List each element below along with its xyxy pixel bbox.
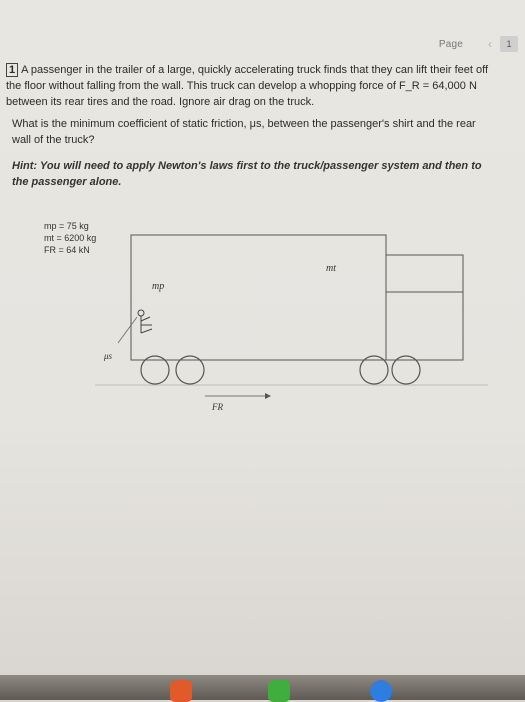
- passenger-mass-label: mp: [152, 281, 165, 292]
- force-label: FR: [212, 402, 223, 412]
- trailer-box: [131, 235, 386, 360]
- page-header: [0, 34, 525, 56]
- question-block: [6, 62, 492, 190]
- given-force: FR = 64 kN: [44, 245, 90, 255]
- truck-mass-label: mt: [326, 263, 336, 274]
- dock-icon-b[interactable]: [268, 680, 290, 702]
- page-label: Page: [438, 39, 463, 50]
- friction-label: μs: [104, 351, 113, 361]
- question-body: A passenger in the trailer of a large, quickly accelerating truck finds that they can lift their feet off the floor without falling from the wall. This truck can develop a whopping force of F_R = 64,000 N between its rear tires and the road. Ignore air drag on the truck.: [6, 64, 489, 108]
- question-number: 1: [6, 63, 18, 77]
- friction-pointer: [118, 317, 137, 343]
- question-ask: What is the minimum coefficient of static friction, μs, between the passenger's shirt and the rear wall of the truck?: [12, 118, 476, 146]
- page-number[interactable]: 1: [500, 36, 518, 52]
- force-arrowhead: [265, 393, 271, 399]
- dock-icon-c[interactable]: [370, 680, 392, 702]
- passenger-figure: [138, 310, 152, 333]
- question-hint: Hint: You will need to apply Newton's laws first to the truck/passenger system and then to the passenger alone.: [12, 160, 482, 188]
- given-mass-truck: mt = 6200 kg: [44, 233, 97, 243]
- question-text: [6, 62, 492, 110]
- dock-icon-a[interactable]: [170, 680, 192, 702]
- dock: [0, 675, 525, 700]
- truck-diagram: [0, 225, 525, 425]
- chevron-left-icon[interactable]: ‹: [488, 37, 492, 51]
- given-mass-passenger: mp = 75 kg: [44, 221, 89, 231]
- cab-box: [386, 255, 463, 360]
